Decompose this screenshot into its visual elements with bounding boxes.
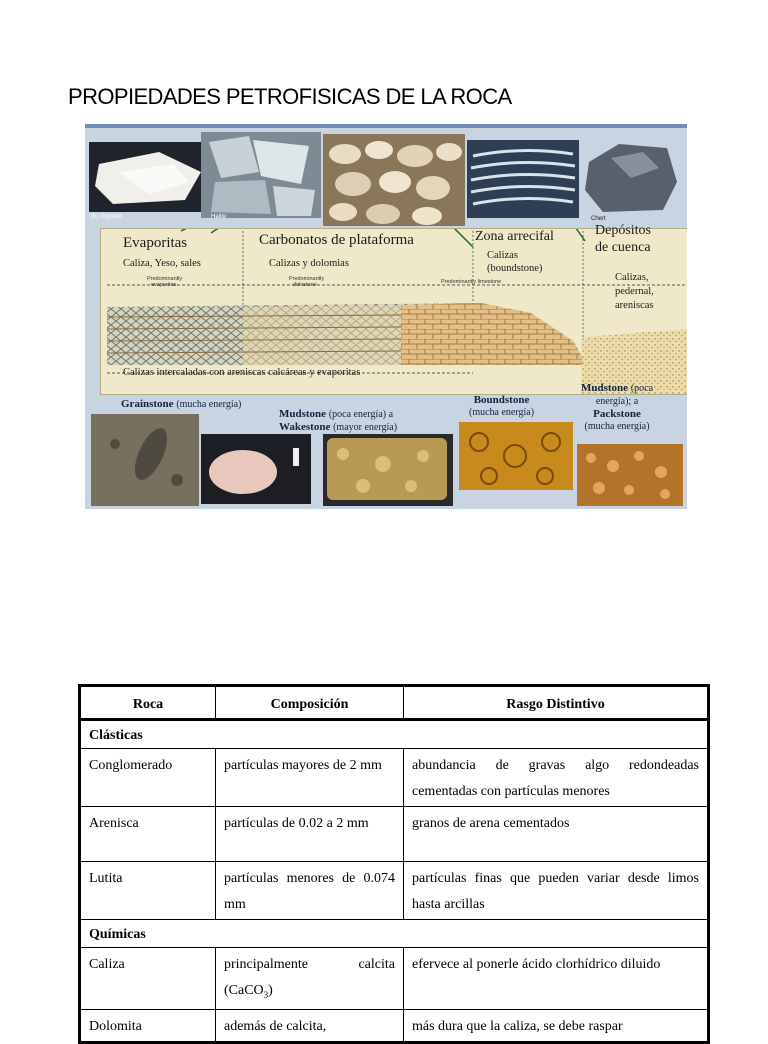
environment-panel — [100, 223, 687, 395]
halite-photo — [201, 132, 321, 218]
feature-cell: abundancia de gravas algo redondeadas cementadas con partículas menores — [404, 749, 709, 807]
env-carbonatos-note: Predominantly — [289, 276, 325, 282]
feature-cell: efervece al ponerle ácido clorhídrico diluido — [404, 948, 709, 1010]
env-depositos-title: Depósitos — [595, 223, 651, 238]
facies-mudstone-packstone: Mudstone (poca energía); a Packstone (mucha energía) — [581, 382, 654, 432]
feature-cell: granos de arena cementados — [404, 807, 709, 862]
mudstone-photo — [201, 434, 311, 504]
env-carbonatos-title: Carbonatos de plataforma — [259, 232, 414, 248]
gypsum-label: (b) Gypsum — [91, 214, 123, 220]
env-zona-sub2: (boundstone) — [487, 263, 543, 274]
carbonate-environments-figure — [85, 124, 687, 509]
env-zona-sub: Calizas — [487, 250, 518, 261]
rock-cell: Lutita — [80, 862, 216, 920]
env-carbonatos-sub: Calizas y dolomias — [269, 258, 349, 269]
group-label: Químicas — [80, 920, 709, 948]
rock-classification-table — [78, 684, 710, 1044]
feature-cell: más dura que la caliza, se debe raspar — [404, 1009, 709, 1042]
env-depositos-sub: Calizas, — [615, 272, 649, 283]
table-row — [80, 948, 709, 1010]
env-depositos-sub2: pedernal, — [615, 286, 654, 297]
table-row — [80, 807, 709, 862]
env-zona-note: Predominantly limestone — [441, 279, 502, 285]
env-carbonatos-note2: dolostone — [293, 282, 317, 288]
composition-cell: principalmente calcita (CaCO$_3$) — [216, 948, 404, 1010]
banded-rock-photo — [467, 140, 579, 218]
header-roca: Roca — [80, 686, 216, 720]
env-evaporitas-sub: Caliza, Yeso, sales — [123, 258, 201, 269]
env-evaporitas-title: Evaporitas — [123, 235, 188, 251]
halite-label: Halite — [211, 214, 227, 220]
chert-label: Chert — [591, 216, 606, 222]
rock-cell: Arenisca — [80, 807, 216, 862]
group-label: Clásticas — [80, 720, 709, 749]
page-title: PROPIEDADES PETROFISICAS DE LA ROCA — [68, 84, 512, 109]
facies-boundstone: Boundstone (mucha energía) — [469, 394, 535, 418]
table-row — [80, 862, 709, 920]
feature-cell: partículas finas que pueden variar desde limos hasta arcillas — [404, 862, 709, 920]
composition-cell: partículas mayores de 2 mm — [216, 749, 404, 807]
wakestone-photo — [323, 434, 453, 506]
group-row-clasticas — [80, 720, 709, 749]
chert-photo — [581, 138, 681, 218]
facies-grainstone: Grainstone (mucha energía) — [121, 398, 242, 410]
env-zona-title: Zona arrecifal — [475, 229, 554, 244]
rock-cell: Dolomita — [80, 1009, 216, 1042]
rock-cell: Caliza — [80, 948, 216, 1010]
composition-cell: además de calcita, — [216, 1009, 404, 1042]
rock-cell: Conglomerado — [80, 749, 216, 807]
group-row-quimicas — [80, 920, 709, 948]
facies-mudstone-wakestone: Mudstone (poca energía) a Wakestone (mayor energía) — [279, 408, 398, 433]
table-header-row — [80, 686, 709, 720]
oolite-photo — [323, 134, 465, 226]
header-composicion: Composición — [216, 686, 404, 720]
gypsum-photo — [89, 142, 207, 212]
header-rasgo-distintivo: Rasgo Distintivo — [404, 686, 709, 720]
env-evaporitas-note: Predominantly — [147, 276, 183, 282]
boundstone-photo — [459, 422, 573, 490]
packstone-photo — [577, 444, 683, 506]
env-evaporitas-note2: evaporites — [151, 282, 177, 288]
composition-cell: partículas de 0.02 a 2 mm — [216, 807, 404, 862]
bottom-caption: Calizas intercaladas con areniscas calcáreas y evaporitas — [123, 367, 361, 378]
table-row — [80, 749, 709, 807]
env-depositos-sub3: areniscas — [615, 300, 654, 311]
composition-cell: partículas menores de 0.074 mm — [216, 862, 404, 920]
table-row — [80, 1009, 709, 1042]
env-depositos-title2: de cuenca — [595, 240, 651, 255]
grainstone-photo — [91, 414, 199, 506]
